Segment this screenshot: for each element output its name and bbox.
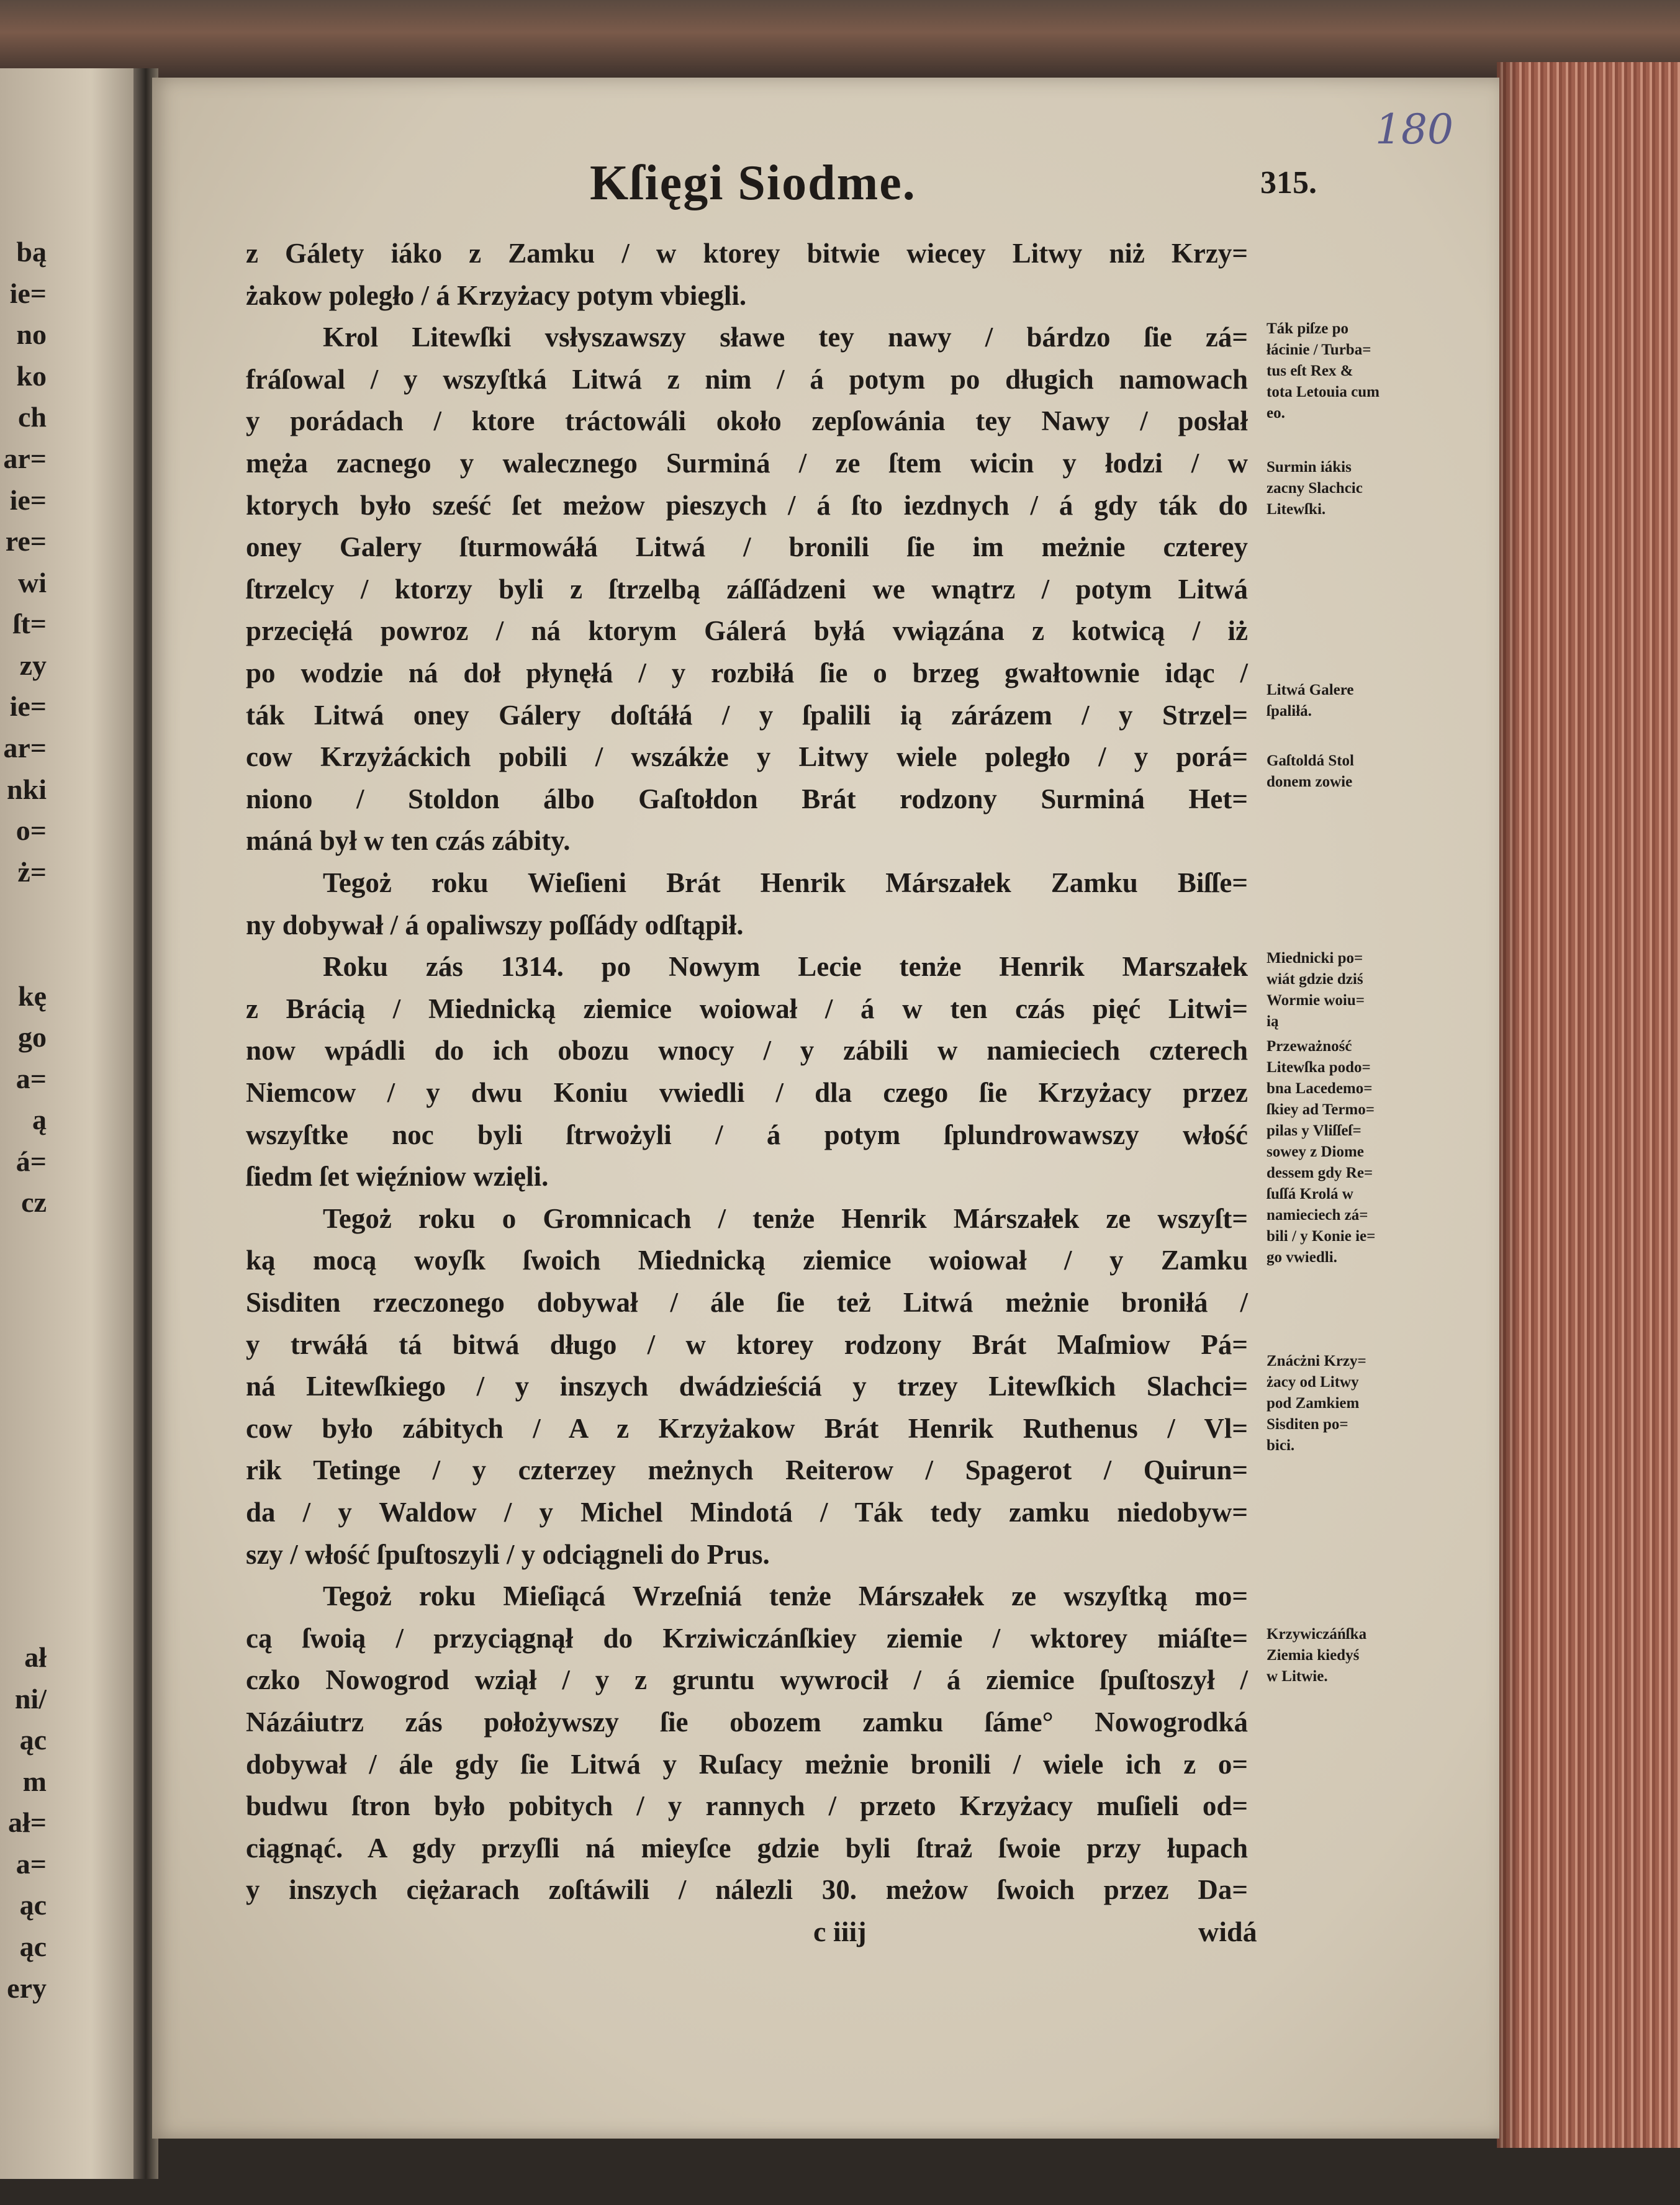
margin-note-line: Ziemia kiedyś	[1267, 1646, 1360, 1664]
margin-note-line: Litewſki.	[1267, 501, 1326, 518]
text-line: po wodzie ná doł płynęłá / y rozbiłá ſie o brzeg gwałtownie idąc /	[246, 657, 1248, 688]
left-page-line-ending: ch	[18, 401, 47, 433]
text-line: rik Tetinge / y czterzey meżnych Reiterow / Spagerot / Quirun=	[246, 1454, 1248, 1486]
book-top-edge	[0, 0, 1680, 81]
text-line: Roku zás 1314. po Nowym Lecie tenże Henrik Marszałek	[323, 951, 1248, 983]
margin-note-line: ſpaliłá.	[1267, 702, 1312, 719]
catchword: widá	[1198, 1916, 1257, 1947]
margin-note	[1267, 680, 1428, 722]
text-line: ktorych było sześć ſet meżow pieszych / á ſto iezdnych / á gdy ták do	[246, 489, 1248, 521]
margin-note-line: łácinie / Turba=	[1267, 341, 1371, 359]
margin-note-line: pilas y Vliſſeſ=	[1267, 1122, 1362, 1140]
text-line: Názáiutrz zás położywszy ſie obozem zamku ſáme° Nowogrodká	[246, 1707, 1248, 1738]
text-line: cą ſwoią / przyciągnął do Krziwiczánſkiey ziemie / wktorey miáſte=	[246, 1622, 1248, 1654]
left-page-line-ending: ąc	[19, 1931, 47, 1963]
text-line: fráſowal / y wszyſtká Litwá z nim / á potym po długich namowach	[246, 363, 1248, 395]
running-head: Kſięgi Siodme.	[590, 156, 916, 210]
text-line: ciągnąć. A gdy przyſli ná mieyſce gdzie byli ſtraż ſwoie przy łupach	[246, 1832, 1248, 1864]
left-page-line-ending: ą	[32, 1104, 47, 1136]
text-line: ták Litwá oney Gálery doſtáłá / y ſpalili ią zárázem / y Strzel=	[246, 699, 1248, 731]
text-line: czko Nowogrod wziął / y z gruntu wywrocił / á ziemice ſpuſtoszył /	[246, 1664, 1248, 1696]
left-page-line-ending: ąc	[19, 1724, 47, 1756]
left-page-line-ending: ż=	[17, 855, 47, 888]
margin-note-line: Przeważność	[1267, 1038, 1352, 1055]
margin-note-line: donem zowie	[1267, 773, 1353, 791]
margin-note-line: Surmin iákis	[1267, 459, 1352, 476]
margin-note-line: pod Zamkiem	[1267, 1395, 1360, 1412]
text-line: ny dobywał / á opaliwszy poſſády odſtąpił.	[246, 909, 744, 940]
margin-note	[1267, 948, 1428, 1032]
margin-note-line: namieciech zá=	[1267, 1207, 1368, 1224]
text-line: Niemcow / y dwu Koniu vwiedli / dla czego ſie Krzyżacy przez	[246, 1077, 1248, 1108]
text-line: żakow poległo / á Krzyżacy potym vbiegli.	[246, 279, 747, 311]
left-page-line-ending: ery	[7, 1972, 47, 2004]
margin-note-line: eo.	[1267, 405, 1285, 422]
text-line: da / y Waldow / y Michel Mindotá / Ták tedy zamku niedobyw=	[246, 1497, 1248, 1528]
text-line: y inszych ciężarach zoſtáwili / nálezli 30. meżow ſwoich przez Da=	[246, 1874, 1248, 1906]
text-line: budwu ſtron było pobitych / y rannych / przeto Krzyżacy muſieli od=	[246, 1790, 1248, 1822]
text-line: dobywał / ále gdy ſie Litwá y Ruſacy meżnie bronili / wiele ich z o=	[246, 1748, 1248, 1780]
left-page-line-ending: cz	[21, 1186, 47, 1219]
text-line: Krol Litewſki vsłyszawszy sławe tey nawy / bárdzo ſie zá=	[323, 322, 1248, 353]
text-line: y trwáłá tá bitwá długo / w ktorey rodzony Brát Maſmiow Pá=	[246, 1328, 1248, 1360]
text-line: Tegoż roku o Gromnicach / tenże Henrik Márszałek ze wszyſt=	[323, 1202, 1248, 1234]
left-page-line-ending: ąc	[19, 1889, 47, 1921]
left-page-line-ending: kę	[18, 980, 47, 1012]
margin-note	[1267, 1036, 1428, 1268]
margin-note-line: ią	[1267, 1013, 1279, 1030]
text-line: cow Krzyżáckich pobili / wszákże y Litwy wiele poległo / y porá=	[246, 741, 1248, 773]
text-line: z Brácią / Miednicką ziemice woiował / á w ten czás pięć Litwi=	[246, 993, 1248, 1024]
margin-note	[1267, 1351, 1428, 1456]
text-line: máná był w ten czás zábity.	[246, 825, 571, 857]
margin-note-line: tota Letouia cum	[1267, 384, 1380, 401]
left-page-line-ending: go	[18, 1021, 47, 1053]
text-line: z Gálety iáko z Zamku / w ktorey bitwie wiecey Litwy niż Krzy=	[246, 238, 1248, 269]
text-line: Sisditen rzeczonego dobywał / ále ſie też Litwá meżnie broniłá /	[246, 1287, 1248, 1318]
margin-note-line: sowey z Diome	[1267, 1143, 1364, 1161]
left-page-line-ending: ſt=	[12, 608, 47, 640]
left-page-line-ending: re=	[5, 525, 47, 557]
margin-note-line: Ták piſze po	[1267, 320, 1348, 338]
text-line: niono / Stoldon álbo Gaſtołdon Brát rodzony Surminá Het=	[246, 783, 1248, 814]
text-line: męża zacnego y walecznego Surminá / ze ſtem wicin y łodzi / w	[246, 448, 1248, 479]
margin-note-line: tus eſt Rex &	[1267, 363, 1353, 380]
margin-note-line: Wormie woiu=	[1267, 992, 1365, 1009]
left-page-line-ending: ie=	[9, 277, 47, 309]
text-line: przecięłá powroz / ná ktorym Gálerá byłá vwiązána z kotwicą / iż	[246, 615, 1248, 647]
margin-note-line: Litewſka podo=	[1267, 1059, 1371, 1076]
margin-note	[1267, 318, 1428, 424]
left-page-line-ending: nki	[7, 773, 47, 805]
left-page-line-ending: ał=	[8, 1806, 47, 1839]
text-line: wszyſtke noc byli ſtrwożyli / á potym ſplundrowawszy włość	[246, 1119, 1248, 1150]
margin-note-line: Znácżni Krzy=	[1267, 1353, 1366, 1370]
text-line: now wpádli do ich obozu wnocy / y zábili w namieciech czterech	[246, 1035, 1248, 1066]
page-edges-stack	[1497, 62, 1680, 2148]
margin-note-line: Krzywiczáńſka	[1267, 1625, 1367, 1643]
text-line: ſtrzelcy / ktorzy byli z ſtrzelbą záſſádzeni we wnątrz / potym Litwá	[246, 573, 1248, 605]
text-line: cow było zábitych / A z Krzyżakow Brát Henrik Ruthenus / Vl=	[246, 1412, 1248, 1444]
margin-note-line: ſuſſá Krolá w	[1267, 1186, 1353, 1203]
margin-note-line: go vwiedli.	[1267, 1249, 1337, 1266]
margin-note-line: zacny Slachcic	[1267, 480, 1363, 497]
left-page-line-ending: o=	[16, 814, 47, 847]
text-line: Tegoż roku Wieſieni Brát Henrik Márszałek Zamku Biſſe=	[323, 867, 1248, 898]
margin-note-line: bna Lacedemo=	[1267, 1080, 1373, 1098]
left-page-line-ending: ie=	[9, 484, 47, 516]
left-page-line-ending: ar=	[3, 732, 47, 764]
left-page-line-ending: ko	[16, 359, 47, 392]
margin-note-line: w Litwie.	[1267, 1667, 1328, 1685]
margin-note-line: żacy od Litwy	[1267, 1374, 1359, 1391]
page-number: 315.	[1260, 165, 1317, 201]
left-page-line-ending: ie=	[9, 690, 47, 723]
margin-note	[1267, 457, 1428, 520]
margin-note	[1267, 1624, 1428, 1687]
left-page-line-ending: ni/	[14, 1682, 47, 1715]
text-line: ſiedm ſet więźniow wzięli.	[246, 1161, 549, 1193]
signature-mark: c iiij	[813, 1916, 867, 1947]
left-page-line-ending: wi	[18, 566, 47, 598]
left-page-line-ending: a=	[16, 1847, 47, 1880]
left-page-line-ending: zy	[19, 649, 47, 681]
text-line: oney Galery ſturmowáłá Litwá / bronili ſie im meżnie czterey	[246, 531, 1248, 563]
text-line: ná Litewſkiego / y inszych dwádzieściá y trzey Litewſkich Slachci=	[246, 1371, 1248, 1402]
margin-note	[1267, 751, 1428, 793]
margin-note-line: bili / y Konie ie=	[1267, 1228, 1376, 1245]
left-page-line-ending: á=	[16, 1145, 47, 1177]
margin-note-line: ſkiey ad Termo=	[1267, 1101, 1375, 1119]
text-line: Tegoż roku Mieſiącá Wrzeſniá tenże Márszałek ze wszyſtką mo=	[323, 1580, 1248, 1612]
text-line: y porádach / ktore tráctowáli około zepſowánia tey Nawy / posłał	[246, 405, 1248, 437]
text-line: szy / włość ſpuſtoszyli / y odciągneli do Prus.	[246, 1538, 770, 1570]
left-page-line-ending: m	[22, 1765, 47, 1797]
left-page-line-ending: ar=	[3, 442, 47, 474]
margin-note-line: dessem gdy Re=	[1267, 1165, 1373, 1182]
left-page-line-ending: no	[16, 318, 47, 351]
text-line: ką mocą woyſk ſwoich Miednicką ziemice woiował / y Zamku	[246, 1245, 1248, 1276]
margin-note-line: wiát gdzie dziś	[1267, 971, 1363, 988]
handwritten-folio-number: 180	[1375, 106, 1453, 153]
left-page-line-ending: a=	[16, 1062, 47, 1094]
margin-note-line: bici.	[1267, 1437, 1295, 1454]
left-page-line-ending: bą	[16, 236, 47, 268]
margin-note-line: Miednicki po=	[1267, 950, 1363, 967]
margin-note-line: Gaſtoldá Stol	[1267, 752, 1354, 770]
margin-note-line: Litwá Galere	[1267, 681, 1354, 698]
left-page-line-ending: ał	[24, 1641, 47, 1673]
margin-note-line: Sisditen po=	[1267, 1416, 1348, 1433]
